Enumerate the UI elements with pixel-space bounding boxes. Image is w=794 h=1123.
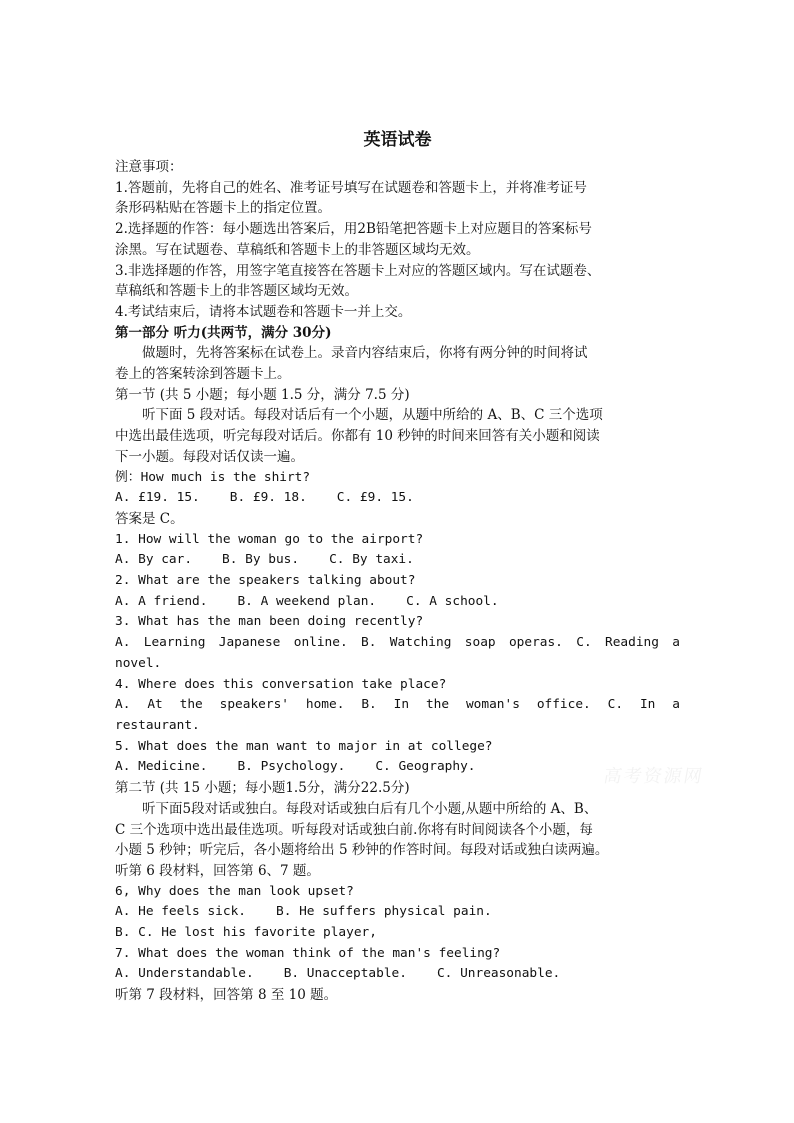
- section1-intro-cont-1: 中选出最佳选项，听完每段对话后。你都有 10 秒钟的时间来回答有关小题和阅读: [115, 428, 600, 445]
- question-6-option-c: B. C. He lost his favorite player,: [115, 925, 377, 941]
- part1-heading: 第一部分 听力(共两节，满分 30分): [115, 324, 332, 341]
- notice-heading: 注意事项：: [115, 159, 183, 175]
- q7-option-c: C. Unreasonable.: [436, 966, 561, 982]
- question-4: 4. Where does this conversation take place?: [115, 676, 447, 692]
- section2-intro: 听下面5段对话或独白。每段对话或独白后有几个小题,从题中所给的 A、B、: [142, 800, 598, 817]
- section1-heading: 第一节 (共 5 小题；每小题 1.5 分，满分 7.5 分): [115, 386, 410, 403]
- q2-option-a: A. A friend.: [115, 593, 208, 609]
- exam-page: [115, 128, 680, 1006]
- question-7-options: [115, 964, 680, 985]
- section2-intro-cont-1: C 三个选项中选出最佳选项。听每段对话或独白前.你将有时间阅读各个小题，每: [115, 821, 593, 838]
- material-7-instruction: 听第 7 段材料，回答第 8 至 10 题。: [115, 987, 338, 1004]
- q6-option-a: A. He feels sick.: [115, 904, 246, 920]
- notice-item-2: 2.选择题的作答：每小题选出答案后，用2B铅笔把答题卡上对应题目的答案标号: [115, 221, 592, 238]
- q5-option-b: B. Psychology.: [237, 759, 346, 775]
- section1-intro: 听下面 5 段对话。每段对话后有一个小题，从题中所给的 A、B、C 三个选项: [142, 407, 603, 424]
- q5-option-c: C. Geography.: [375, 759, 476, 775]
- notice-item-1-cont: 条形码粘贴在答题卡上的指定位置。: [115, 200, 331, 217]
- part1-intro: 做题时，先将答案标在试卷上。录音内容结束后，你将有两分钟的时间将试: [142, 345, 588, 362]
- question-5-options: [115, 757, 680, 778]
- q2-option-b: B. A weekend plan.: [237, 593, 377, 609]
- exam-title: 英语试卷: [363, 130, 432, 150]
- example-answer: 答案是 C。: [115, 510, 184, 527]
- q6-option-b: B. He suffers physical pain.: [275, 904, 492, 920]
- section2-heading: 第二节 (共 15 小题；每小题1.5分，满分22.5分): [115, 780, 410, 797]
- notice-item-4: 4.考试结束后，请将本试题卷和答题卡一并上交。: [115, 303, 412, 320]
- q1-option-c: C. By taxi.: [329, 552, 414, 568]
- question-6-options: [115, 902, 680, 923]
- notice-item-3: 3.非选择题的作答，用签字笔直接答在答题卡上对应的答题区域内。写在试题卷、: [115, 262, 601, 279]
- q1-option-b: B. By bus.: [222, 552, 300, 568]
- q7-option-b: B. Unacceptable.: [283, 966, 407, 982]
- question-2-options: [115, 592, 680, 613]
- section1-intro-cont-2: 下一小题。每段对话仅读一遍。: [115, 448, 304, 465]
- q7-option-a: A. Understandable.: [115, 966, 254, 982]
- notice-item-2-cont: 涂黑。写在试题卷、草稿纸和答题卡上的非答题区域均无效。: [115, 241, 480, 258]
- question-4-options: A. At the speakers' home. B. In the woman's office. C. In a: [115, 697, 680, 713]
- q5-option-a: A. Medicine.: [115, 759, 208, 775]
- question-6: 6, Why does the man look upset?: [115, 883, 354, 899]
- question-4-options-cont: restaurant.: [115, 717, 200, 733]
- notice-item-3-cont: 草稿纸和答题卡上的非答题区域均无效。: [115, 283, 358, 300]
- question-5: 5. What does the man want to major in at college?: [115, 738, 493, 754]
- example-option-b: B. £9. 18.: [229, 490, 307, 506]
- question-3: 3. What has the man been doing recently?: [115, 614, 424, 630]
- example-option-a: A. £19. 15.: [115, 490, 200, 506]
- example-options: [115, 488, 680, 509]
- watermark: 高考资源网: [601, 766, 706, 787]
- material-6-instruction: 听第 6 段材料，回答第 6、7 题。: [115, 862, 320, 879]
- question-1: 1. How will the woman go to the airport?: [115, 531, 424, 547]
- q2-option-c: C. A school.: [406, 593, 499, 609]
- question-7: 7. What does the woman think of the man's feeling?: [115, 945, 501, 961]
- notice-item-1: 1.答题前，先将自己的姓名、准考证号填写在试题卷和答题卡上，并将准考证号: [115, 179, 587, 196]
- example-option-c: C. £9. 15.: [336, 490, 414, 506]
- question-1-options: [115, 550, 680, 571]
- question-3-options: A. Learning Japanese online. B. Watching soap operas. C. Reading a: [115, 635, 680, 651]
- question-3-options-cont: novel.: [115, 655, 162, 671]
- section2-intro-cont-2: 小题 5 秒钟；听完后，各小题将给出 5 秒钟的作答时间。每段对话或独白读两遍。: [115, 842, 609, 859]
- part1-intro-cont: 卷上的答案转涂到答题卡上。: [115, 366, 291, 383]
- q1-option-a: A. By car.: [115, 552, 193, 568]
- example-question: 例：How much is the shirt?: [115, 469, 311, 485]
- question-2: 2. What are the speakers talking about?: [115, 573, 416, 589]
